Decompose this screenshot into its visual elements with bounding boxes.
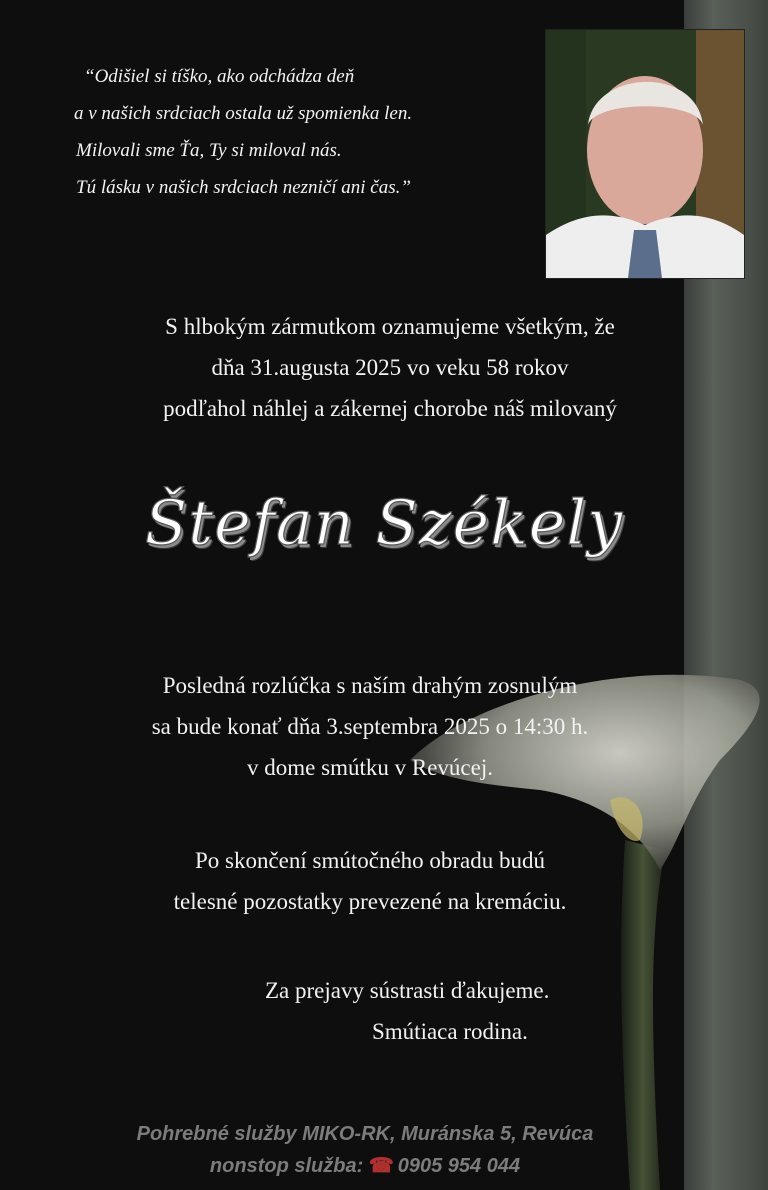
footer-company: Pohrebné služby MIKO-RK, Muránska 5, Revúca [136,1123,594,1145]
cremation-line: Po skončení smútočného obradu budú [194,848,546,873]
portrait-photo [545,29,745,279]
cremation-note [20,840,720,922]
memorial-quote [60,58,530,206]
thanks-signature [265,970,665,1052]
farewell-details [20,665,720,788]
farewell-line: sa bude konať dňa 3.septembra 2025 o 14:30 h. [151,714,589,739]
family-signature: Smútiaca rodina. [372,1019,528,1044]
intro-line: podľahol náhlej a zákernej chorobe náš milovaný [163,396,617,421]
intro-line: dňa 31.augusta 2025 vo veku 58 rokov [211,355,569,380]
thanks-line: Za prejavy sústrasti ďakujeme. [265,978,550,1003]
announcement-intro [40,306,740,429]
farewell-line: v dome smútku v Revúcej. [247,755,493,780]
phone-icon: ☎ [368,1155,394,1177]
footer-phone-number[interactable]: 0905 954 044 [397,1155,521,1177]
intro-line: S hlbokým zármutkom oznamujeme všetkým, že [165,314,615,339]
funeral-service-footer [0,1118,730,1182]
deceased-name: Štefan Székely [144,486,624,559]
cremation-line: telesné pozostatky prevezené na kremáciu. [173,889,567,914]
quote-line: a v našich srdciach ostala už spomienka len. [74,103,413,124]
quote-line: “Odišiel si tíško, ako odchádza deň [84,66,355,87]
footer-phone-line [0,1150,730,1182]
footer-nonstop-label: nonstop služba: [209,1155,364,1177]
quote-line: Milovali sme Ťa, Ty si miloval nás. [76,140,342,161]
quote-line: Tú lásku v našich srdciach nezničí ani čas.” [76,177,411,198]
farewell-line: Posledná rozlúčka s naším drahým zosnulým [162,673,578,698]
